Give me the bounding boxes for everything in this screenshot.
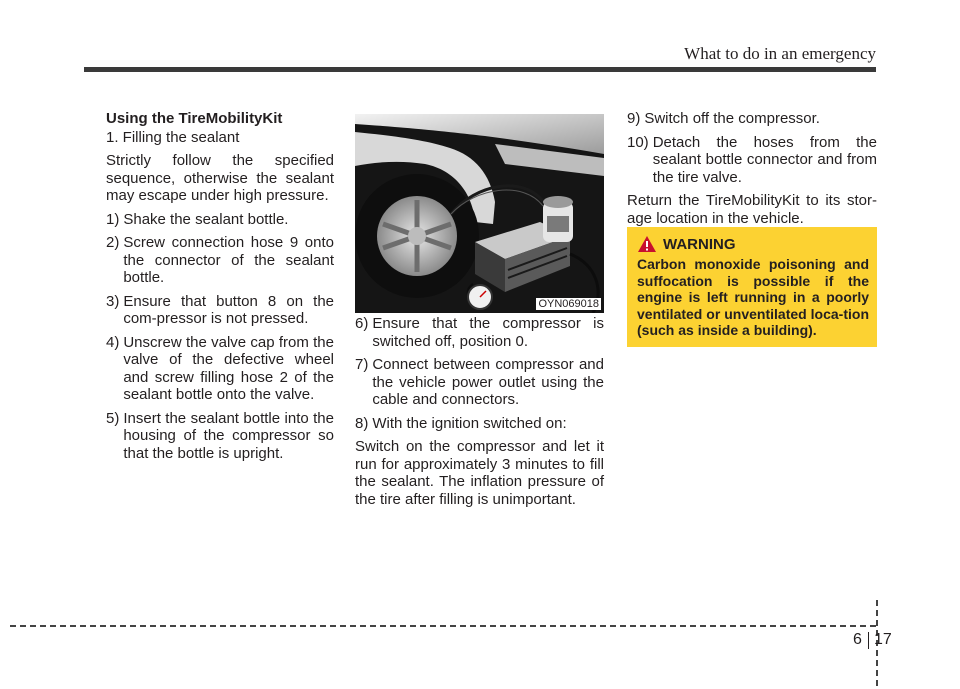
warning-header [637,235,869,253]
body-paragraph: Return the TireMobilityKit to its stor-age location in the vehicle. [627,192,877,227]
page-number: 17 [874,631,892,648]
step-text: Connect between compressor and the vehicle power outlet using the cable and connectors. [372,356,604,408]
list-item [106,410,334,463]
step-text: Shake the sealant bottle. [123,210,289,228]
list-item [355,415,604,433]
chapter-number: 6 [853,631,862,648]
list-item [627,134,877,187]
step-number: 9) [627,110,641,127]
step-number: 3) [106,292,120,310]
column-3 [627,110,877,233]
step-text: Ensure that button 8 on the com-pressor is not pressed. [123,292,334,327]
step-text: Unscrew the valve cap from the valve of the defective wheel and screw filling hose 2 of the sealant bottle onto the valve. [123,333,334,403]
step-number: 8) [355,414,369,432]
warning-text: Carbon monoxide poisoning and suffocation is possible if the engine is left running in a poorly ventilated or unventilated loca-tion (such as inside a building). [637,256,869,338]
warning-title: WARNING [663,235,736,253]
header-rule [84,67,876,72]
step-text: Screw connection hose 9 onto the connector of the sealant bottle. [123,234,334,286]
step-number: 4) [106,333,120,351]
column-2 [355,315,604,514]
step-number: 7) [355,356,369,373]
column-1 [106,110,334,468]
step-number: 10) [627,133,649,151]
step-number: 5) [106,409,120,427]
page-header-title: What to do in an emergency [684,44,876,63]
step-number: 6) [355,315,369,332]
figure-code: OYN069018 [538,298,599,310]
list-item [627,110,877,128]
warning-triangle-icon [637,235,657,253]
list-item [106,334,334,404]
car-wheel-compressor-drawing [355,114,604,313]
list-item [106,234,334,287]
intro-paragraph: Strictly follow the specified sequence, otherwise the sealant may escape under high pressure. [106,152,334,204]
step-number: 2) [106,234,120,251]
step-text: With the ignition switched on: [372,414,567,432]
step-text: Ensure that the compressor is switched off, position 0. [372,315,604,350]
warning-box [627,227,877,347]
list-item [355,356,604,409]
step-text: Switch off the compressor. [644,110,820,127]
subheading: 1. Filling the sealant [106,128,240,146]
tire-mobility-kit-illustration [355,114,604,313]
list-item [355,315,604,350]
list-item [106,293,334,328]
step-text: Insert the sealant bottle into the housing of the compressor so that the bottle is upright. [123,409,334,462]
body-paragraph: Switch on the compressor and let it run for approximately 3 minutes to fill the sealant. The inflation pressure of the tire after filling is unimportant. [355,438,604,508]
page-number-separator [868,632,869,649]
footer-rule [10,625,876,627]
list-item [106,211,334,229]
step-text: Detach the hoses from the sealant bottle connector and from the tire valve. [652,133,877,186]
section-heading: Using the TireMobilityKit [106,110,283,127]
step-number: 1) [106,210,120,228]
